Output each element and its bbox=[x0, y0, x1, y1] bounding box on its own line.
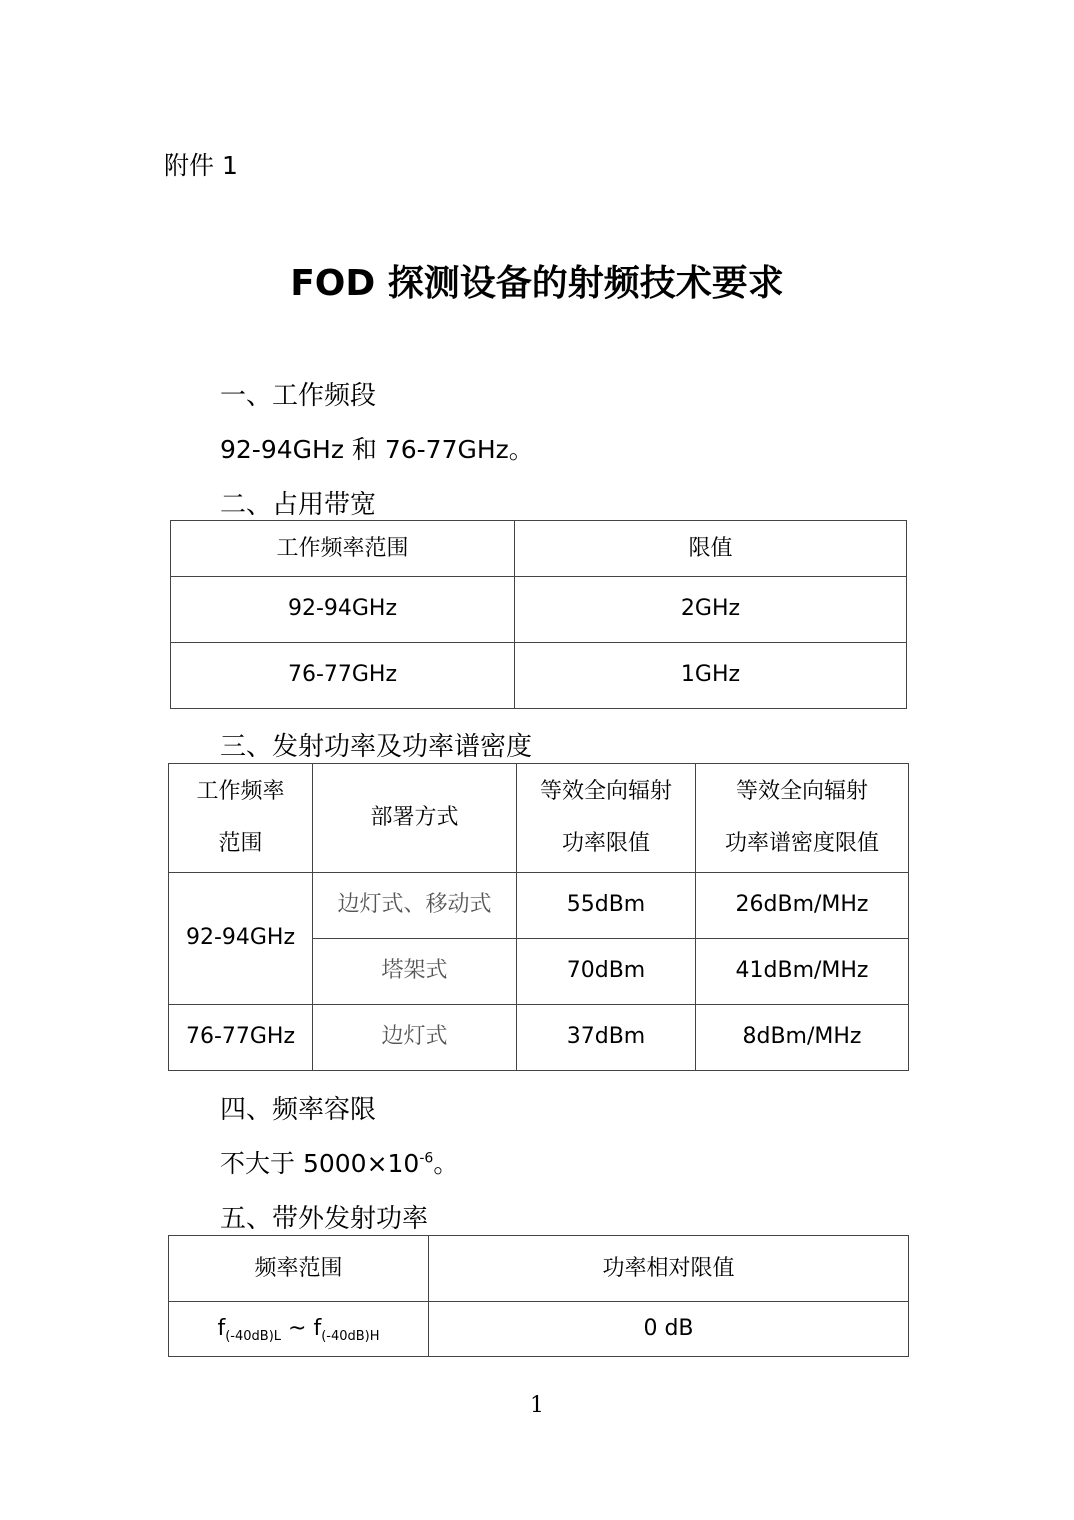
table-cell: 边灯式、移动式 bbox=[313, 873, 517, 939]
table-cell: 塔架式 bbox=[313, 939, 517, 1005]
section-1-heading: 一、工作频段 bbox=[220, 381, 377, 411]
table-cell: 55dBm bbox=[517, 873, 696, 939]
header-cell: 限值 bbox=[515, 521, 907, 577]
section-4-heading: 四、频率容限 bbox=[220, 1095, 377, 1125]
section-1-text: 92-94GHz 和 76-77GHz。 bbox=[220, 435, 534, 464]
table-cell: 2GHz bbox=[515, 577, 907, 643]
table-cell: 41dBm/MHz bbox=[696, 939, 909, 1005]
section-5-heading: 五、带外发射功率 bbox=[220, 1204, 429, 1234]
table-cell: 边灯式 bbox=[313, 1005, 517, 1071]
tilde: ~ bbox=[281, 1315, 314, 1341]
header-cell: 频率范围 bbox=[169, 1236, 429, 1302]
table-header-row bbox=[169, 1236, 909, 1302]
freq-symbol: f bbox=[313, 1315, 322, 1341]
header-cell: 工作频率范围 bbox=[171, 521, 515, 577]
table-row bbox=[171, 643, 907, 709]
header-line: 等效全向辐射 bbox=[735, 779, 868, 804]
power-table bbox=[168, 763, 909, 1071]
table-cell: 8dBm/MHz bbox=[696, 1005, 909, 1071]
header-line: 功率谱密度限值 bbox=[724, 831, 879, 856]
freq-sub-low: (-40dB)L bbox=[225, 1328, 282, 1344]
section-3-heading: 三、发射功率及功率谱密度 bbox=[220, 732, 533, 762]
header-line: 功率限值 bbox=[561, 831, 650, 856]
table-cell: 26dBm/MHz bbox=[696, 873, 909, 939]
table-cell: 0 dB bbox=[429, 1302, 909, 1357]
tolerance-exponent: -6 bbox=[419, 1150, 434, 1167]
header-cell bbox=[696, 764, 909, 873]
header-cell: 部署方式 bbox=[313, 764, 517, 873]
table-row bbox=[171, 577, 907, 643]
document-title: FOD 探测设备的射频技术要求 bbox=[290, 263, 784, 304]
table-cell: 76-77GHz bbox=[171, 643, 515, 709]
freq-sub-high: (-40dB)H bbox=[321, 1328, 380, 1344]
section-2-heading: 二、占用带宽 bbox=[220, 490, 377, 520]
header-line: 工作频率 bbox=[196, 779, 285, 804]
freq-symbol: f bbox=[217, 1315, 226, 1341]
header-cell bbox=[169, 764, 313, 873]
header-cell: 功率相对限值 bbox=[429, 1236, 909, 1302]
table-row bbox=[169, 1005, 909, 1071]
annex-label: 附件 1 bbox=[164, 151, 238, 180]
table-cell: 1GHz bbox=[515, 643, 907, 709]
table-cell: 92-94GHz bbox=[171, 577, 515, 643]
table-cell: 92-94GHz bbox=[169, 873, 313, 1005]
table-cell: 37dBm bbox=[517, 1005, 696, 1071]
table-cell bbox=[169, 1302, 429, 1357]
table-row bbox=[169, 1302, 909, 1357]
table-cell: 76-77GHz bbox=[169, 1005, 313, 1071]
bandwidth-table bbox=[170, 520, 907, 709]
table-header-row bbox=[171, 521, 907, 577]
header-line: 范围 bbox=[218, 831, 263, 856]
header-line: 等效全向辐射 bbox=[539, 779, 672, 804]
table-row bbox=[169, 873, 909, 939]
tolerance-suffix: 。 bbox=[433, 1149, 459, 1178]
table-header-row bbox=[169, 764, 909, 873]
tolerance-text: 不大于 5000×10 bbox=[220, 1149, 420, 1178]
header-cell bbox=[517, 764, 696, 873]
page-number: 1 bbox=[530, 1393, 544, 1418]
section-4-text bbox=[220, 1144, 458, 1180]
table-cell: 70dBm bbox=[517, 939, 696, 1005]
out-of-band-table bbox=[168, 1235, 909, 1357]
